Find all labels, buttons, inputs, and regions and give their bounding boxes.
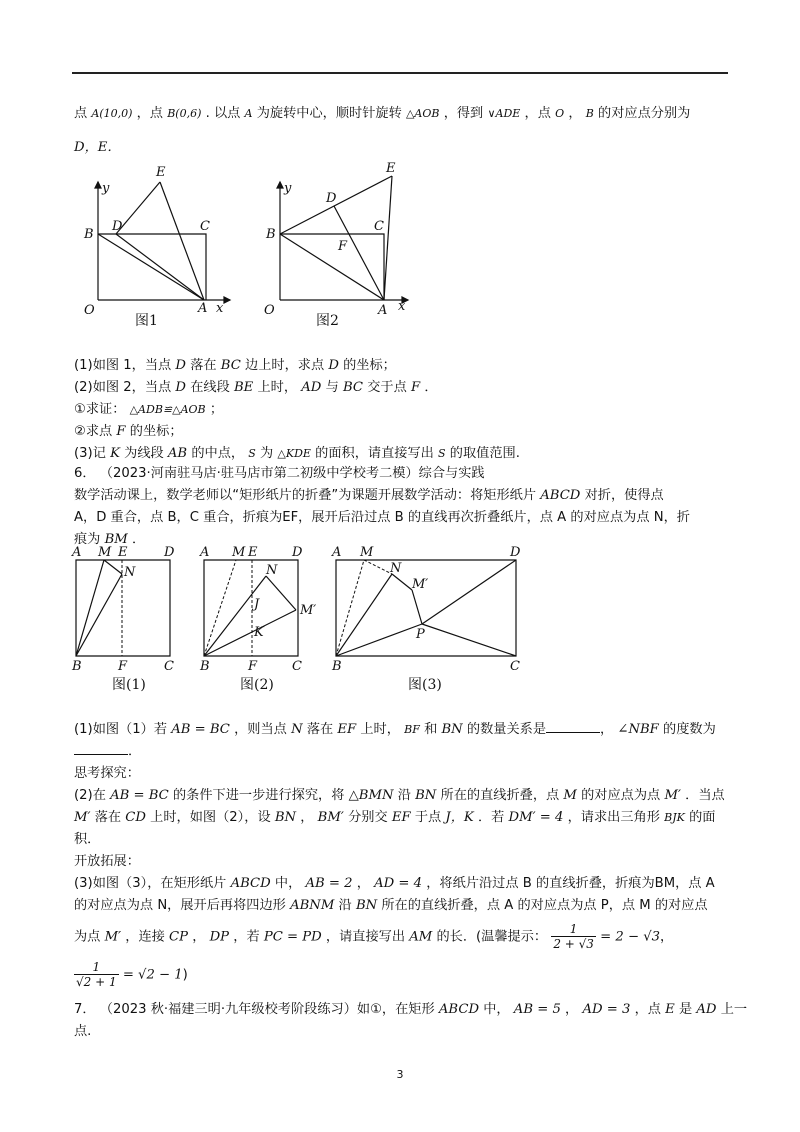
text: ．若 xyxy=(477,810,505,825)
text: 上时， xyxy=(360,722,400,737)
math: E xyxy=(665,1002,675,1017)
label-B: B xyxy=(72,659,82,674)
math: BE xyxy=(233,380,254,395)
text: ②求点 xyxy=(74,424,113,439)
q6-part2-line3: 积． xyxy=(74,832,101,847)
caption-fig-3: 图(3) xyxy=(408,677,442,693)
math: J，K xyxy=(445,810,474,825)
text: ，若 xyxy=(233,929,260,945)
label-A: A xyxy=(332,545,342,560)
caption-fig2: 图2 xyxy=(316,313,339,329)
text: (2) xyxy=(74,788,93,803)
math: AB = 2 xyxy=(305,876,353,891)
label-P: P xyxy=(416,627,425,642)
q5-figure-2 xyxy=(258,160,428,330)
math: △BMN xyxy=(348,788,394,803)
segment-MN xyxy=(104,560,122,574)
hint-fraction-2 xyxy=(74,960,119,989)
text: ，点 xyxy=(524,106,551,121)
question-source: （2023·河南驻马店·驻马店市第二初级中学校考二模）综合与实践 xyxy=(99,466,485,481)
math: BJK xyxy=(664,811,685,824)
q6-part1-end xyxy=(74,742,734,762)
segment-BN xyxy=(204,576,266,656)
q6-part3-line2 xyxy=(74,896,734,916)
q6-part3-line3 xyxy=(74,922,734,953)
label-K: K xyxy=(254,625,264,640)
denominator: √2 + 1 xyxy=(76,975,117,989)
label-C: C xyxy=(200,219,210,234)
q7-line2: 点. xyxy=(74,1024,92,1039)
segment-EA xyxy=(384,176,392,300)
text: 落在 xyxy=(306,722,334,737)
text: ； xyxy=(209,402,224,417)
math: BN xyxy=(355,898,378,913)
q6-think-heading: 思考探究： xyxy=(74,766,140,781)
label-C: C xyxy=(374,219,384,234)
text: 交于点 xyxy=(367,380,407,395)
text: 点 xyxy=(74,106,88,121)
math: BC xyxy=(342,380,363,395)
answer-blank-2[interactable] xyxy=(74,742,128,755)
label-D: D xyxy=(292,545,303,560)
label-D: D xyxy=(112,219,123,234)
q5-part2-1 xyxy=(74,400,734,420)
label-A: A xyxy=(72,545,82,560)
text: 落在 xyxy=(190,358,217,373)
label-D: D xyxy=(510,545,521,560)
label-O: O xyxy=(264,303,275,318)
text: ，请直接写出 xyxy=(325,929,406,945)
q7-line1 xyxy=(74,1000,748,1020)
math: AB = BC xyxy=(171,722,230,737)
text: 与 xyxy=(325,380,339,395)
square-ABCD xyxy=(204,560,298,656)
segment-PC xyxy=(422,624,516,656)
text: 在 xyxy=(92,788,106,803)
math: K xyxy=(110,446,120,461)
text: 的中点， xyxy=(191,446,245,461)
segment-BA xyxy=(280,234,384,300)
label-M-prime: M′ xyxy=(412,577,429,592)
text: 所在的直线折叠，点 xyxy=(440,788,560,803)
text: ，将纸片沿过点 B 的直线折叠，折痕为BM，点 A xyxy=(426,876,715,891)
text: ．当点 xyxy=(685,788,725,803)
caption-fig-2: 图(2) xyxy=(240,677,274,693)
text: 的对应点分别为 xyxy=(598,106,691,121)
segment-PD xyxy=(422,560,516,624)
math: D xyxy=(175,358,186,373)
math: M′ xyxy=(664,788,681,803)
text: 的对应点为点 xyxy=(581,788,661,803)
text: ，点 xyxy=(136,106,163,121)
text: ． xyxy=(424,380,438,395)
question-number: 7． xyxy=(74,1002,96,1017)
y-arrow xyxy=(95,182,101,188)
caption-fig-1: 图(1) xyxy=(112,677,146,693)
x-arrow xyxy=(224,297,230,303)
label-N: N xyxy=(266,563,278,578)
text: 上时， xyxy=(257,380,298,395)
text: 中， xyxy=(274,876,302,891)
segment-BN xyxy=(76,574,122,656)
text: 分别交 xyxy=(348,810,388,825)
label-E: E xyxy=(386,161,396,176)
text: ， xyxy=(600,722,614,737)
q6-figure-2 xyxy=(196,544,316,674)
text: ． xyxy=(131,532,146,547)
crease-BM xyxy=(76,560,104,656)
text: 所在的直线折叠，点 A 的对应点为点 P，点 M 的对应点 xyxy=(381,898,708,913)
label-B: B xyxy=(332,659,342,674)
text: ， xyxy=(300,810,314,825)
label-B: B xyxy=(84,227,94,242)
rect-ABCD xyxy=(336,560,516,656)
math: BN xyxy=(441,722,463,737)
label-F: F xyxy=(338,239,348,254)
segment-MpP xyxy=(412,590,422,624)
text: 中， xyxy=(483,1002,510,1017)
math: AM xyxy=(409,929,433,945)
math: ABCD xyxy=(438,1002,480,1017)
text: ①求证： xyxy=(74,402,126,417)
segment-BP xyxy=(336,624,422,656)
math: ABNM xyxy=(290,898,335,913)
text: 的数量关系是 xyxy=(466,722,547,737)
text: ，得到 xyxy=(443,106,484,121)
point-B-coord: B(0,6) xyxy=(167,107,202,120)
text: 如图 1，当点 xyxy=(92,358,172,373)
text: (1) xyxy=(74,722,93,737)
math: BN xyxy=(415,788,437,803)
math: BM′ xyxy=(317,810,344,825)
text: 为线段 xyxy=(124,446,164,461)
text: 痕为 xyxy=(74,532,101,547)
text: 记 xyxy=(92,446,106,461)
text: 的面 xyxy=(689,810,716,825)
label-J: J xyxy=(254,597,260,612)
label-O: O xyxy=(84,303,95,318)
hint-fraction-1 xyxy=(551,922,596,951)
label-x: x xyxy=(216,301,224,316)
label-C: C xyxy=(510,659,520,674)
math: D xyxy=(175,380,186,395)
text: 为旋转中心，顺时针旋转 xyxy=(256,106,402,121)
math: CD xyxy=(125,810,146,825)
label-E: E xyxy=(118,545,128,560)
q6-part3-line1 xyxy=(74,874,734,894)
q5-intro-end: D，E． xyxy=(74,140,121,155)
math: BN xyxy=(274,810,297,825)
answer-blank-1[interactable] xyxy=(546,720,600,733)
q6-part2-line2 xyxy=(74,808,734,828)
text: 边上时，求点 xyxy=(245,358,325,373)
math: D xyxy=(328,358,339,373)
label-M-prime: M′ xyxy=(300,603,316,618)
math: AB xyxy=(167,446,188,461)
math: PC = PD xyxy=(263,929,322,945)
text: ，连接 xyxy=(125,929,165,945)
math: ABCD xyxy=(540,488,581,503)
text: ，则当点 xyxy=(234,722,287,737)
label-D: D xyxy=(164,545,175,560)
text: 的坐标； xyxy=(129,424,183,439)
math: EF xyxy=(337,722,357,737)
text: 落在 xyxy=(94,810,122,825)
text: ，点 xyxy=(634,1002,661,1017)
label-y: y xyxy=(102,181,110,196)
segment-DA xyxy=(116,234,204,300)
math: ABCD xyxy=(230,876,271,891)
text: 如图 2，当点 xyxy=(92,380,172,395)
text: 为 xyxy=(260,446,274,461)
text: (1) xyxy=(74,358,93,373)
q5-intro xyxy=(74,104,734,124)
q6-open-heading: 开放拓展： xyxy=(74,854,140,869)
text: 沿 xyxy=(397,788,411,803)
math: = 2 − √3 xyxy=(600,929,660,945)
label-M: M xyxy=(98,545,112,560)
math: ∨ADE xyxy=(487,107,521,120)
text: 对折，使得点 xyxy=(584,488,664,503)
text: ． xyxy=(128,744,142,759)
math: BF xyxy=(404,723,420,736)
label-N: N xyxy=(390,561,402,576)
math: O xyxy=(555,107,565,120)
text: 的坐标； xyxy=(343,358,396,373)
label-M: M xyxy=(232,545,246,560)
text: ，请求出三角形 xyxy=(567,810,660,825)
label-y: y xyxy=(284,181,292,196)
text: ， xyxy=(356,876,370,891)
segment-EA xyxy=(160,182,204,300)
math: △ADB≌△AOB xyxy=(129,403,206,416)
text: 的长．(温馨提示： xyxy=(436,929,548,945)
label-A: A xyxy=(200,545,210,560)
text: ， xyxy=(565,1002,579,1017)
q6-part1 xyxy=(74,720,734,740)
text: 上一 xyxy=(720,1002,748,1017)
math: N xyxy=(291,722,303,737)
text: 的对应点为点 N，展开后再将四边形 xyxy=(74,898,286,913)
q6-header xyxy=(74,464,734,484)
q5-part2 xyxy=(74,378,734,398)
math: = √2 − 1 xyxy=(122,967,183,983)
text: ， xyxy=(568,106,582,121)
label-M: M xyxy=(360,545,374,560)
question-number: 6． xyxy=(74,466,96,481)
y-arrow xyxy=(277,182,283,188)
label-D: D xyxy=(326,191,337,206)
q5-part3 xyxy=(74,444,734,464)
q6-figure-1 xyxy=(66,544,186,674)
text: 在线段 xyxy=(190,380,230,395)
label-A: A xyxy=(198,301,208,316)
text: (3) xyxy=(74,876,93,891)
math: AD xyxy=(696,1002,717,1017)
text: (2) xyxy=(74,380,93,395)
math: A xyxy=(244,107,253,120)
text: 的面积，请直接写出 xyxy=(315,446,434,461)
crease-BM xyxy=(204,560,236,656)
segment-BA xyxy=(98,234,204,300)
text: ， xyxy=(192,929,206,945)
point-A-coord: A(10,0) xyxy=(91,107,133,120)
q5-part2-2 xyxy=(74,422,734,442)
text: ， xyxy=(659,929,674,945)
math: AD xyxy=(301,380,322,395)
math: M′ xyxy=(74,810,91,825)
math: ∠NBF xyxy=(617,722,659,737)
denominator: 2 + √3 xyxy=(553,937,594,951)
text: 上时，如图（2），设 xyxy=(150,810,271,825)
math: △AOB xyxy=(405,107,440,120)
page-number: 3 xyxy=(396,1068,404,1081)
text: 的度数为 xyxy=(663,722,716,737)
text: 是 xyxy=(678,1002,693,1017)
segment-BMp xyxy=(204,610,296,656)
caption-fig1: 图1 xyxy=(135,313,158,329)
text: 数学活动课上，数学老师以“矩形纸片的折叠”为课题开展数学活动：将矩形纸片 xyxy=(74,488,537,503)
text: 沿 xyxy=(338,898,352,913)
math: B xyxy=(585,107,594,120)
label-F: F xyxy=(248,659,258,674)
text: . 以点 xyxy=(205,106,241,121)
math: BC xyxy=(220,358,241,373)
math: F xyxy=(116,424,126,439)
label-E: E xyxy=(248,545,258,560)
math: AD = 3 xyxy=(582,1002,631,1017)
text: (3) xyxy=(74,446,93,461)
math: △KDE xyxy=(277,447,311,460)
q6-figure-3 xyxy=(326,544,532,674)
label-B: B xyxy=(200,659,210,674)
text: 的条件下进一步进行探究，将 xyxy=(172,788,345,803)
numerator: 1 xyxy=(74,960,119,975)
header-rule xyxy=(72,72,728,74)
segment-NMp xyxy=(392,574,412,590)
segment-MN xyxy=(364,560,392,574)
segment-BN xyxy=(336,574,392,656)
label-x: x xyxy=(398,299,406,314)
math: M xyxy=(563,788,577,803)
q6-line1 xyxy=(74,486,734,506)
math: EF xyxy=(391,810,411,825)
text: 为点 xyxy=(74,929,101,945)
math: F xyxy=(410,380,421,395)
q5-figure-1 xyxy=(70,160,240,330)
numerator: 1 xyxy=(551,922,596,937)
q5-part1 xyxy=(74,356,734,376)
math: AD = 4 xyxy=(374,876,423,891)
q6-line2: A，D 重合，点 B，C 重合，折痕为EF，展开后沿过点 B 的直线再次折叠纸片，点 A 的对应点为点 N，折 xyxy=(74,510,690,525)
q6-part2-line1 xyxy=(74,786,734,806)
text: ) xyxy=(182,967,188,983)
math: CP xyxy=(169,929,189,945)
label-C: C xyxy=(164,659,174,674)
q6-part3-line4 xyxy=(74,960,734,991)
text: 和 xyxy=(424,722,438,737)
text: 如图（1）若 xyxy=(92,722,168,737)
segment-NMp xyxy=(266,576,296,610)
text: （2023 秋·福建三明·九年级校考阶段练习）如①，在矩形 xyxy=(99,1002,435,1017)
math: M′ xyxy=(104,929,122,945)
math: DP xyxy=(209,929,230,945)
label-E: E xyxy=(156,165,166,180)
math: S xyxy=(438,447,446,460)
label-B: B xyxy=(266,227,276,242)
math: DM′ = 4 xyxy=(508,810,564,825)
math: BM xyxy=(104,532,128,547)
math: AB = BC xyxy=(110,788,169,803)
math: S xyxy=(248,447,256,460)
label-A: A xyxy=(378,303,388,318)
label-N: N xyxy=(124,565,136,580)
text: 于点 xyxy=(414,810,442,825)
label-F: F xyxy=(118,659,128,674)
label-C: C xyxy=(292,659,302,674)
crease-BM xyxy=(336,560,364,656)
math: AB = 5 xyxy=(513,1002,561,1017)
segment-DE xyxy=(116,182,160,234)
text: 的取值范围. xyxy=(449,446,520,461)
text: 如图（3），在矩形纸片 xyxy=(92,876,227,891)
